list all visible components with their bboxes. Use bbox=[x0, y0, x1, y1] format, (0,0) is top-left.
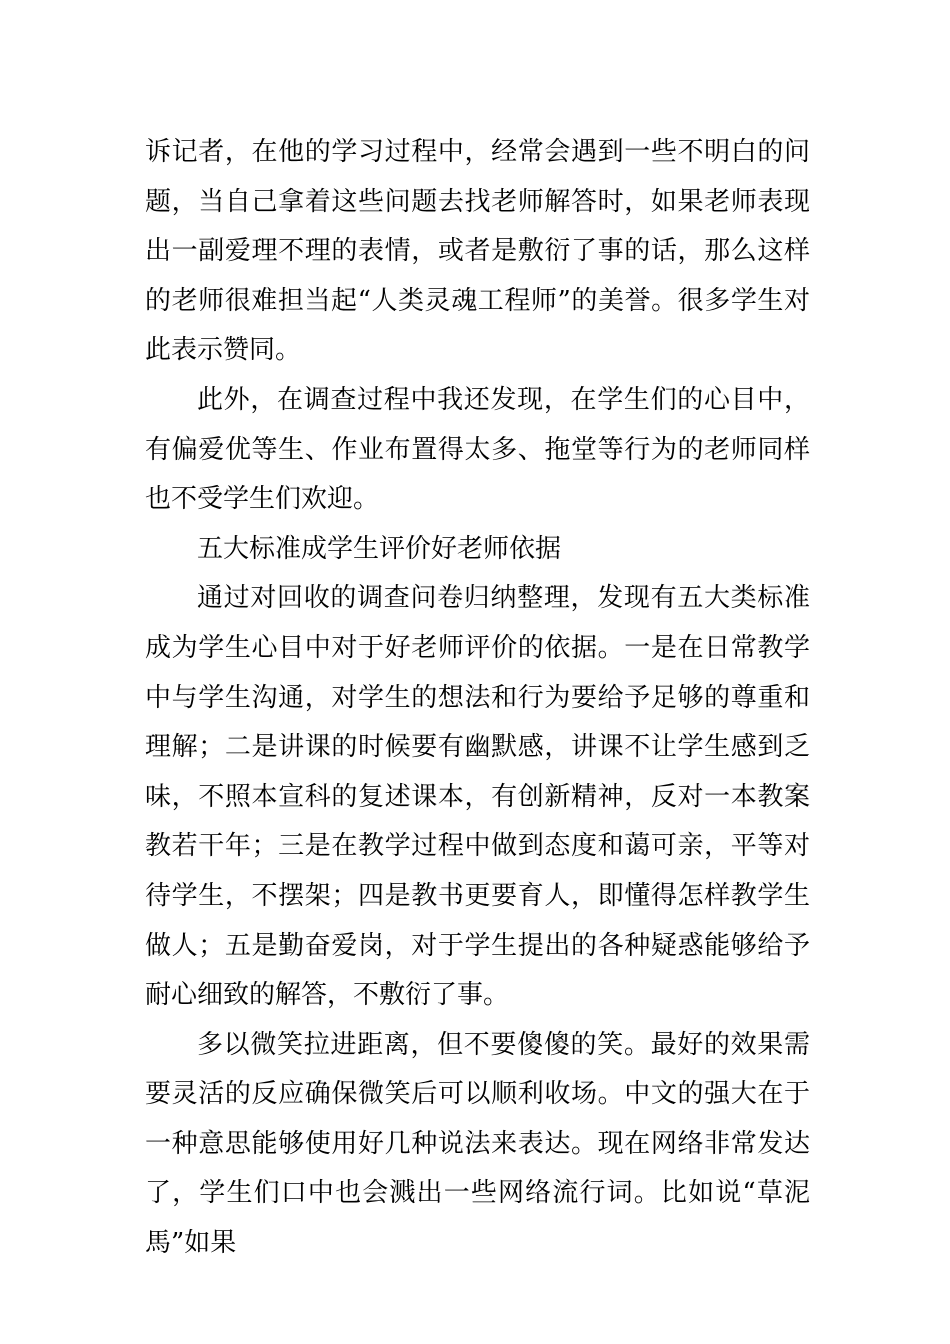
paragraph-4: 多以微笑拉进距离，但不要傻傻的笑。最好的效果需要灵活的反应确保微笑后可以顺利收场。中文的强大在于一种意思能够使用好几种说法来表达。现在网络非常发达了，学生们口中也会溅出一些网络流行词。比如说“草泥馬”如果 bbox=[145, 1029, 810, 1259]
paragraph-2: 此外，在调查过程中我还发现，在学生们的心目中，有偏爱优等生、作业布置得太多、拖堂等行为的老师同样也不受学生们欢迎。 bbox=[145, 384, 810, 515]
section-heading: 五大标准成学生评价好老师依据 bbox=[197, 533, 562, 564]
paragraph-1: 诉记者，在他的学习过程中，经常会遇到一些不明白的问题，当自己拿着这些问题去找老师解答时，如果老师表现出一副爱理不理的表情，或者是敷衍了事的话，那么这样的老师很难担当起“人类灵魂工程师”的美誉。很多学生对此表示赞同。 bbox=[145, 137, 810, 366]
paragraph-3: 通过对回收的调查问卷归纳整理，发现有五大类标准成为学生心目中对于好老师评价的依据。一是在日常教学中与学生沟通，对学生的想法和行为要给予足够的尊重和理解；二是讲课的时候要有幽默感，讲课不让学生感到乏味，不照本宣科的复述课本，有创新精神，反对一本教案教若干年；三是在教学过程中做到态度和蔼可亲，平等对待学生，不摆架；四是教书更要育人，即懂得怎样教学生做人；五是勤奋爱岗，对于学生提出的各种疑惑能够给予耐心细致的解答，不敷衍了事。 bbox=[145, 583, 810, 1011]
document-body bbox=[145, 128, 810, 1269]
